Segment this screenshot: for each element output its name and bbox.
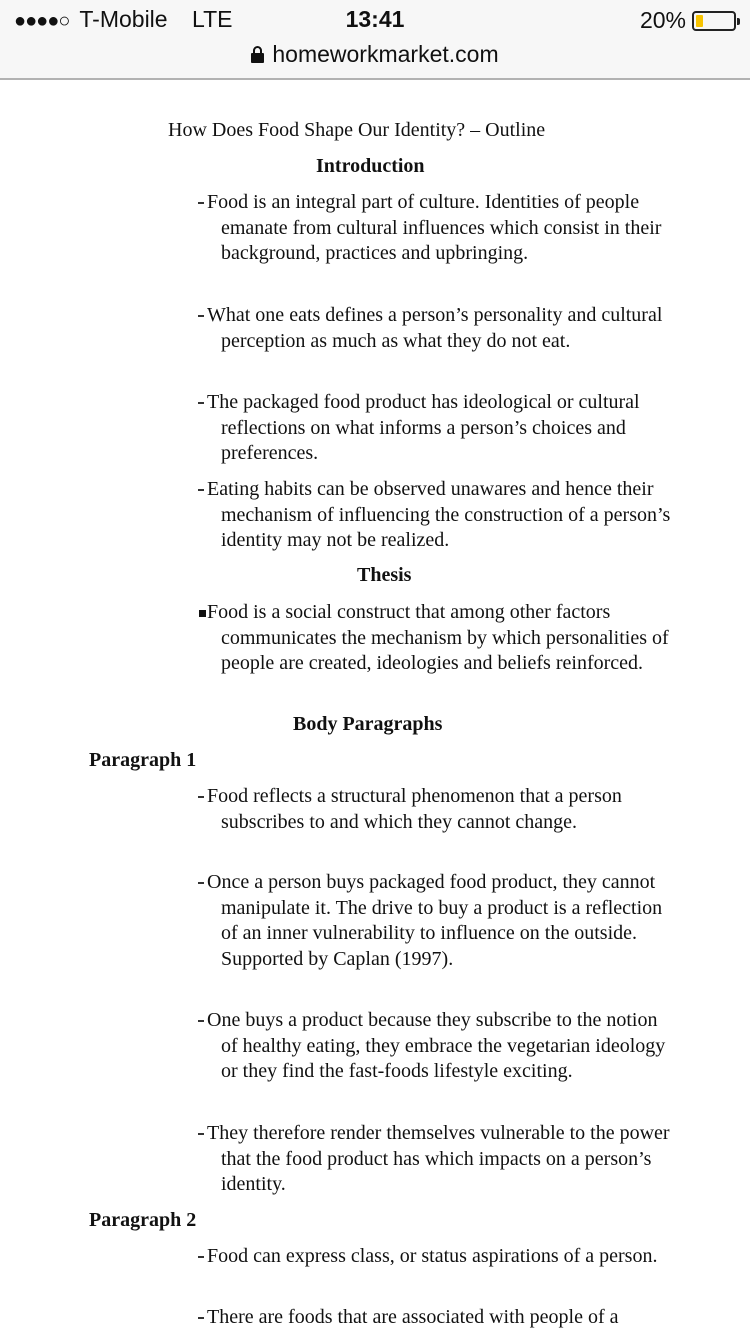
list-item: What one eats defines a person’s personality and cultural perception as much as what they do not eat. [198, 303, 678, 354]
network-type: LTE [191, 6, 233, 32]
dash-bullet-icon [198, 796, 204, 798]
heading-paragraph-1: Paragraph 1 [89, 749, 197, 771]
list-item: Food is an integral part of culture. Identities of people emanate from cultural influences which consist in their background, practices and upbringing. [198, 190, 678, 267]
battery-status [640, 7, 736, 34]
battery-percent: 20% [639, 7, 686, 33]
list-item: Food reflects a structural phenomenon that a person subscribes to and which they cannot change. [198, 784, 678, 835]
address-bar[interactable] [0, 41, 750, 68]
url-text: homeworkmarket.com [272, 41, 499, 67]
dash-bullet-icon [198, 202, 204, 204]
battery-fill [696, 15, 703, 27]
status-time: 13:41 [345, 6, 405, 32]
heading-thesis: Thesis [357, 564, 412, 586]
list-item: The packaged food product has ideological or cultural reflections on what informs a person’s choices and preferences. [198, 390, 678, 467]
document-title: How Does Food Shape Our Identity? – Outline [168, 119, 546, 141]
dash-bullet-icon [198, 1317, 204, 1319]
heading-introduction: Introduction [316, 155, 425, 177]
list-item: Food can express class, or status aspirations of a person. [198, 1244, 678, 1270]
signal-strength-icon: ●●●●○ [14, 10, 70, 32]
heading-body-paragraphs: Body Paragraphs [293, 713, 443, 735]
battery-nub [737, 18, 740, 25]
dash-bullet-icon [198, 402, 204, 404]
battery-icon [692, 11, 736, 31]
dash-bullet-icon [198, 1133, 204, 1135]
list-item: Eating habits can be observed unawares and hence their mechanism of influencing the construction of a person’s identity may not be realized. [198, 477, 678, 554]
list-item: They therefore render themselves vulnerable to the power that the food product has which impacts on a person’s identity. [198, 1121, 678, 1198]
dash-bullet-icon [198, 315, 204, 317]
dash-bullet-icon [198, 489, 204, 491]
dash-bullet-icon [198, 1256, 204, 1258]
list-item: One buys a product because they subscribe to the notion of healthy eating, they embrace the vegetarian ideology or they find the fast-foods lifestyle exciting. [198, 1008, 678, 1085]
dash-bullet-icon [198, 1020, 204, 1022]
dash-bullet-icon [198, 882, 204, 884]
list-item: There are foods that are associated with people of a [198, 1305, 678, 1331]
carrier-name: T-Mobile [79, 6, 168, 32]
list-item: Food is a social construct that among other factors communicates the mechanism by which personalities of people are created, ideologies and beliefs reinforced. [207, 601, 669, 674]
ios-status-and-address-bar [0, 0, 750, 80]
list-item: Once a person buys packaged food product, they cannot manipulate it. The drive to buy a product is a reflection of an inner vulnerability to influence on the outside. Supported by Caplan (1997). [198, 870, 678, 972]
lock-icon [251, 46, 264, 63]
heading-paragraph-2: Paragraph 2 [89, 1209, 197, 1231]
